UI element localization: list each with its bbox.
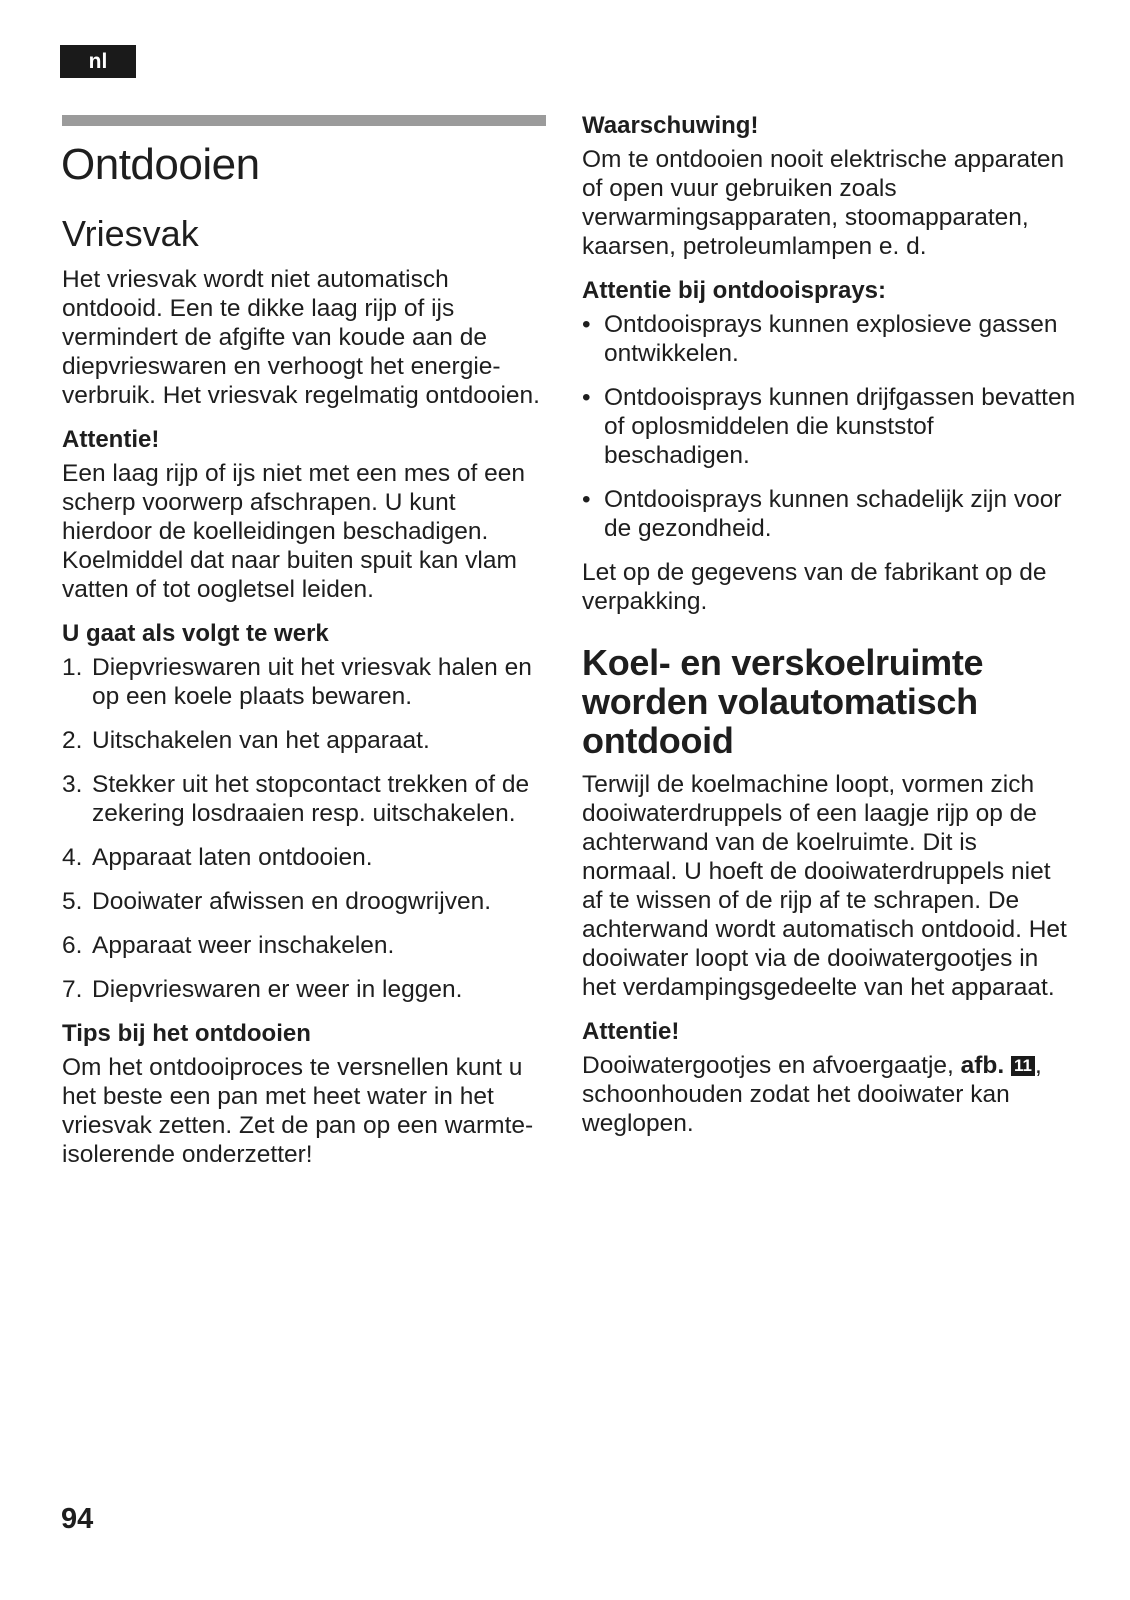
steps-heading: U gaat als volgt te werk	[62, 620, 329, 647]
attention2-text	[582, 1051, 1077, 1138]
manufacturer-note: Let op de gegevens van de fabrikant op de verpakking.	[582, 559, 1047, 615]
step-number: 6.	[62, 932, 83, 959]
list-item	[582, 485, 1077, 543]
bullet: •	[582, 486, 591, 513]
step-number: 7.	[62, 976, 83, 1003]
tips-text: Om het ontdooiproces te versnellen kunt u het beste een pan met heet water in het vriesvak zetten. Zet de pan op een warmte-isolerende onderzetter!	[62, 1054, 534, 1168]
figure-label: afb.	[960, 1052, 1005, 1079]
vriesvak-intro: Het vriesvak wordt niet automatisch ontdooid. Een te dikke laag rijp of ijs vermindert de afgifte van koude aan de diepvrieswaren en verhoogt het energieverbruik. Het vriesvak regelmatig ontdooien.	[62, 266, 540, 409]
step-number: 2.	[62, 727, 83, 754]
list-item	[582, 383, 1077, 470]
list-item	[62, 726, 547, 755]
left-flow	[62, 265, 547, 1169]
step-number: 1.	[62, 654, 83, 681]
auto-defrost-text: Terwijl de koelmachine loopt, vormen zich dooiwaterdruppels of een laagje rijp op de achterwand van de koelruimte. Dit is normaal. U hoeft de dooiwaterdruppels niet af te wissen of de rijp af te schrapen. De achterwand wordt automatisch ontdooid. Het dooiwater loopt via de dooiwatergootjes in het verdampingsgedeelte van het apparaat.	[582, 771, 1067, 1001]
spray-item-text: Ontdooisprays kunnen schadelijk zijn voor de gezondheid.	[604, 486, 1062, 542]
attention2-post: schoonhouden zodat het dooiwater kan weglopen.	[582, 1081, 1010, 1137]
attention-heading: Attentie!	[62, 426, 160, 453]
attention2-heading: Attentie!	[582, 1018, 680, 1045]
bullet: •	[582, 311, 591, 338]
step-text: Apparaat laten ontdooien.	[92, 844, 373, 871]
language-tab: nl	[60, 45, 136, 78]
spray-item-text: Ontdooisprays kunnen explosieve gassen ontwikkelen.	[604, 311, 1058, 367]
step-number: 4.	[62, 844, 83, 871]
right-flow	[582, 111, 1077, 1138]
list-item	[62, 843, 547, 872]
spray-item-text: Ontdooisprays kunnen drijfgassen bevatten of oplosmiddelen die kunststof beschadigen.	[604, 384, 1076, 469]
auto-defrost-heading: Koel- en verskoelruimte worden volautomatisch ontdooid	[582, 642, 984, 761]
step-text: Diepvrieswaren er weer in leggen.	[92, 976, 463, 1003]
vriesvak-heading: Vriesvak	[62, 213, 199, 254]
attention2-comma: ,	[1035, 1052, 1042, 1079]
figure-number-badge: 11	[1011, 1056, 1035, 1076]
spray-heading: Attentie bij ontdooisprays:	[582, 277, 887, 304]
title-rule	[62, 115, 546, 126]
list-item	[582, 310, 1077, 368]
step-text: Uitschakelen van het apparaat.	[92, 727, 430, 754]
warning-text: Om te ontdooien nooit elektrische apparaten of open vuur gebruiken zoals verwarmingsapparaten, stoomapparaten, kaarsen, petroleumlampen e. d.	[582, 146, 1065, 260]
step-text: Dooiwater afwissen en droogwrijven.	[92, 888, 491, 915]
step-text: Stekker uit het stopcontact trekken of de zekering losdraaien resp. uitschakelen.	[92, 771, 530, 827]
list-item	[62, 887, 547, 916]
attention-text: Een laag rijp of ijs niet met een mes of een scherp voorwerp afschrapen. U kunt hierdoor de koelleidingen beschadigen. Koelmiddel dat naar buiten spuit kan vlam vatten of tot oogletsel leiden.	[62, 460, 526, 603]
page-title: Ontdooien	[61, 140, 260, 189]
list-item	[62, 931, 547, 960]
spray-list	[582, 310, 1077, 543]
step-text: Apparaat weer inschakelen.	[92, 932, 395, 959]
step-number: 5.	[62, 888, 83, 915]
steps-list	[62, 653, 547, 1004]
list-item	[62, 770, 547, 828]
list-item	[62, 975, 547, 1004]
step-number: 3.	[62, 771, 83, 798]
attention2-pre: Dooiwatergootjes en afvoergaatje,	[582, 1052, 961, 1079]
page-number: 94	[61, 1503, 94, 1535]
tips-heading: Tips bij het ontdooien	[62, 1020, 311, 1047]
step-text: Diepvrieswaren uit het vriesvak halen en op een koele plaats bewaren.	[92, 654, 532, 710]
warning-heading: Waarschuwing!	[582, 112, 759, 139]
list-item	[62, 653, 547, 711]
bullet: •	[582, 384, 591, 411]
